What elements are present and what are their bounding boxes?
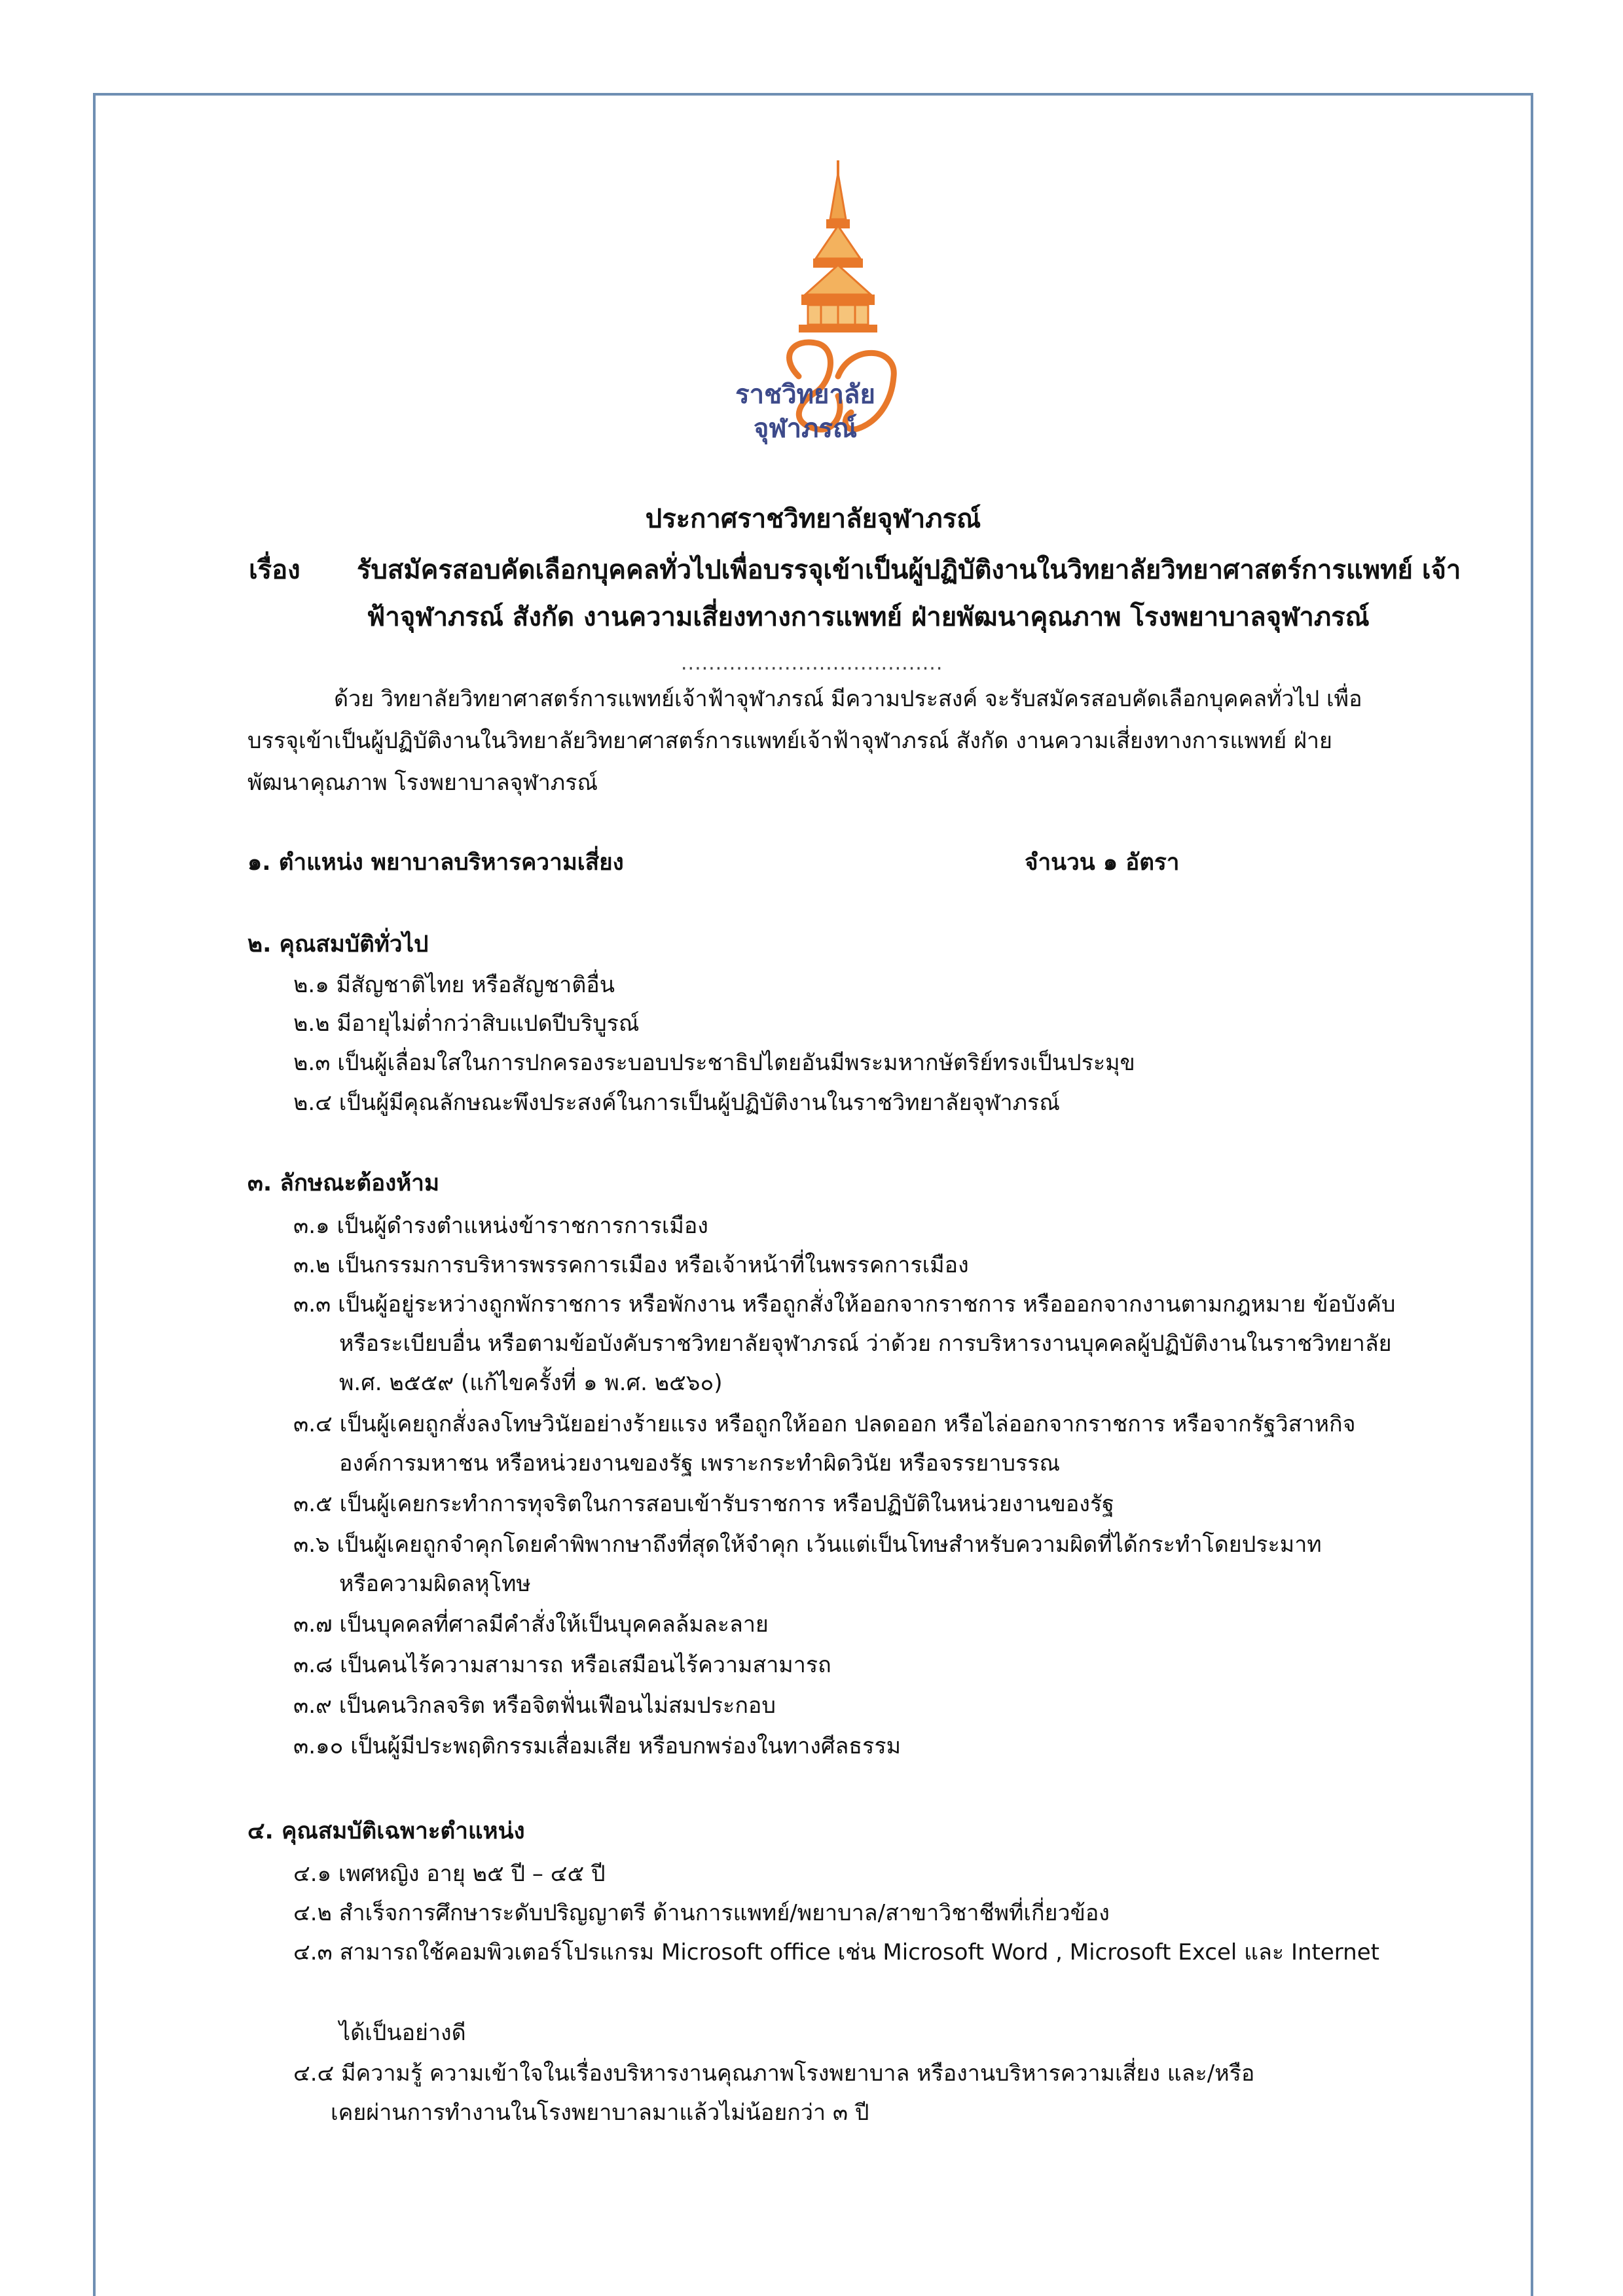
section3-line: ๓.๑ เป็นผู้ดำรงตำแหน่งข้าราชการการเมือง	[293, 1213, 708, 1239]
section4-line: ได้เป็นอย่างดี	[339, 2020, 466, 2046]
subject-label: เรื่อง	[249, 555, 301, 585]
section2-heading: ๒. คุณสมบัติทั่วไป	[247, 931, 429, 958]
section3-line: ๓.๓ เป็นผู้อยู่ระหว่างถูกพักราชการ หรือพักงาน หรือถูกสั่งให้ออกจากราชการ หรือออกจากงานตามกฎหมาย ข้อบังคับ	[293, 1291, 1396, 1318]
section4-heading: ๔. คุณสมบัติเฉพาะตำแหน่ง	[247, 1818, 525, 1844]
section4-line: ๔.๓ สามารถใช้คอมพิวเตอร์โปรแกรม Microsoft office เช่น Microsoft Word , Microsoft Excel และ Internet	[293, 1939, 1379, 1965]
section2-item: ๒.๒ มีอายุไม่ต่ำกว่าสิบแปดปีบริบูรณ์	[293, 1011, 640, 1037]
section2-item: ๒.๔ เป็นผู้มีคุณลักษณะพึงประสงค์ในการเป็นผู้ปฏิบัติงานในราชวิทยาลัยจุฬาภรณ์	[293, 1090, 1060, 1116]
intro-line3: พัฒนาคุณภาพ โรงพยาบาลจุฬาภรณ์	[247, 770, 598, 796]
announcement-title: ประกาศราชวิทยาลัยจุฬาภรณ์	[645, 504, 981, 534]
section2-item: ๒.๓ เป็นผู้เลื่อมใสในการปกครองระบอบประชาธิปไตยอันมีพระมหากษัตริย์ทรงเป็นประมุข	[293, 1050, 1135, 1076]
section3-line: ๓.๖ เป็นผู้เคยถูกจำคุกโดยคำพิพากษาถึงที่สุดให้จำคุก เว้นแต่เป็นโทษสำหรับความผิดที่ได้กระทำโดยประมาท	[293, 1532, 1322, 1558]
section3-line: ๓.๑๐ เป็นผู้มีประพฤติกรรมเสื่อมเสีย หรือบกพร่องในทางศีลธรรม	[293, 1733, 901, 1759]
section3-line: หรือระเบียบอื่น หรือตามข้อบังคับราชวิทยาลัยจุฬาภรณ์ ว่าด้วย การบริหารงานบุคคลผู้ปฏิบัติงานในราชวิทยาลัย	[339, 1331, 1392, 1357]
section4-line: เคยผ่านการทำงานในโรงพยาบาลมาแล้วไม่น้อยกว่า ๓ ปี	[331, 2100, 869, 2126]
position-label: ๑. ตำแหน่ง พยาบาลบริหารความเสี่ยง	[247, 850, 624, 876]
intro-line1: ด้วย วิทยาลัยวิทยาศาสตร์การแพทย์เจ้าฟ้าจุฬาภรณ์ มีความประสงค์ จะรับสมัครสอบคัดเลือกบุคคลทั่วไป เพื่อ	[334, 686, 1362, 712]
separator: ......................................	[681, 652, 943, 675]
section3-line: พ.ศ. ๒๕๕๙ (แก้ไขครั้งที่ ๑ พ.ศ. ๒๕๖๐)	[339, 1370, 723, 1396]
subject-line1: รับสมัครสอบคัดเลือกบุคคลทั่วไปเพื่อบรรจุเข้าเป็นผู้ปฏิบัติงานในวิทยาลัยวิทยาศาสตร์การแพทย์ เจ้า	[357, 555, 1461, 585]
section3-line: ๓.๙ เป็นคนวิกลจริต หรือจิตฟั่นเฟือนไม่สมประกอบ	[293, 1693, 776, 1719]
logo-text-line2: จุฬาภรณ์	[753, 414, 858, 444]
section3-line: องค์การมหาชน หรือหน่วยงานของรัฐ เพราะกระทำผิดวินัย หรือจรรยาบรรณ	[339, 1450, 1061, 1477]
section4-line: ๔.๑ เพศหญิง อายุ ๒๕ ปี – ๔๕ ปี	[293, 1861, 606, 1887]
logo-text-line1: ราชวิทยาลัย	[735, 380, 875, 410]
section3-heading: ๓. ลักษณะต้องห้าม	[247, 1170, 440, 1196]
section3-line: ๓.๕ เป็นผู้เคยกระทำการทุจริตในการสอบเข้ารับราชการ หรือปฏิบัติในหน่วยงานของรัฐ	[293, 1491, 1114, 1517]
section4-line: ๔.๒ สำเร็จการศึกษาระดับปริญญาตรี ด้านการแพทย์/พยาบาล/สาขาวิชาชีพที่เกี่ยวข้อง	[293, 1900, 1110, 1926]
section2-item: ๒.๑ มีสัญชาติไทย หรือสัญชาติอื่น	[293, 972, 615, 998]
section3-line: ๓.๗ เป็นบุคคลที่ศาลมีคำสั่งให้เป็นบุคคลล้มละลาย	[293, 1611, 769, 1638]
position-count: จำนวน ๑ อัตรา	[1025, 850, 1180, 876]
intro-line2: บรรจุเข้าเป็นผู้ปฏิบัติงานในวิทยาลัยวิทยาศาสตร์การแพทย์เจ้าฟ้าจุฬาภรณ์ สังกัด งานความเสี่ยงทางการแพทย์ ฝ่าย	[247, 728, 1332, 754]
section3-line: หรือความผิดลหุโทษ	[339, 1571, 531, 1597]
subject-line2: ฟ้าจุฬาภรณ์ สังกัด งานความเสี่ยงทางการแพทย์ ฝ่ายพัฒนาคุณภาพ โรงพยาบาลจุฬาภรณ์	[367, 602, 1370, 632]
section3-line: ๓.๔ เป็นผู้เคยถูกสั่งลงโทษวินัยอย่างร้ายแรง หรือถูกให้ออก ปลดออก หรือไล่ออกจากราชการ หรือจากรัฐวิสาหกิจ	[293, 1411, 1356, 1437]
section3-line: ๓.๘ เป็นคนไร้ความสามารถ หรือเสมือนไร้ความสามารถ	[293, 1652, 831, 1678]
section3-line: ๓.๒ เป็นกรรมการบริหารพรรคการเมือง หรือเจ้าหน้าที่ในพรรคการเมือง	[293, 1252, 969, 1278]
section4-line: ๔.๔ มีความรู้ ความเข้าใจในเรื่องบริหารงานคุณภาพโรงพยาบาล หรืองานบริหารความเสี่ยง และ/หรือ	[293, 2060, 1255, 2087]
